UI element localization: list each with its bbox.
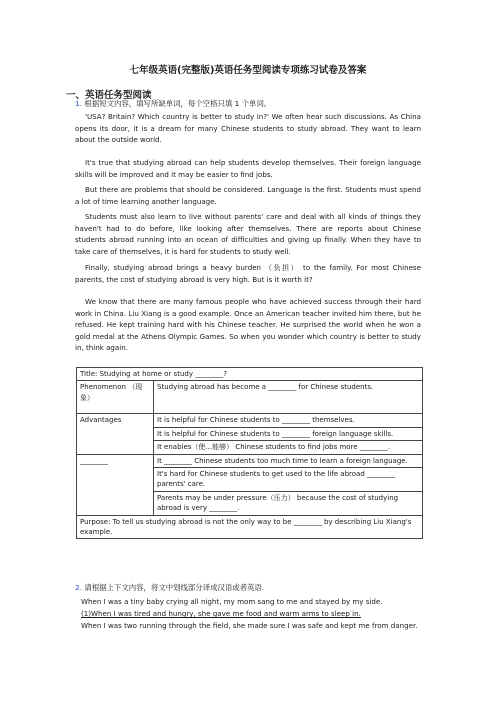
instruction-text: 请根据上下文内容，将文中划线部分译成汉语或者英语. — [84, 583, 265, 592]
advantage-item: It is helpful for Chinese students to ________ themselves. — [154, 414, 423, 427]
question-number: 2. — [75, 583, 83, 592]
advantages-label: Advantages — [77, 414, 154, 454]
phenomenon-text: Studying abroad has become a ________ for Chinese students. — [154, 381, 423, 414]
passage-paragraph: We know that there are many famous people who have achieved success through their hard work in China. Liu Xiang is a good example. Once an American teacher invited him there, but he refused. He kept training hard with his Chinese teacher. He surprised the world when he won a gold medal at the Athens Olympic Games. So when you wonder which country is better to study in, think again. — [75, 297, 421, 353]
passage-paragraph: 'USA? Britain? Which country is better to study in?' We often hear such discussions. As China opens its door, it is a dream for many Chinese students to study abroad. They want to learn about the outside world. — [75, 112, 421, 145]
disadvantages-label: ________ — [77, 454, 154, 515]
instruction-text: 根据短文内容，填写所缺单词，每个空格只填 1 个单词。 — [84, 99, 272, 108]
disadvantage-item: It ________ Chinese students too much time to learn a foreign language. — [154, 454, 423, 467]
advantage-item: It enables（使...能够） Chinese students to find jobs more ________. — [154, 441, 423, 454]
question-1-instruction — [75, 98, 425, 110]
passage-line: When I was two running through the field, she made sure I was safe and kept me from danger. — [81, 621, 418, 630]
disadvantage-item: It's hard for Chinese students to get used to the life abroad ________ parents' care. — [154, 468, 423, 492]
purpose-row: Purpose: To tell us studying abroad is not the only way to be ________ by describing Liu Xiang's example. — [77, 515, 423, 539]
question-number: 1. — [75, 99, 83, 108]
passage-paragraph: But there are problems that should be considered. Language is the first. Students must spend a lot of time learning another language. — [75, 185, 421, 206]
passage-line: When I was a tiny baby crying all night, my mom sang to me and stayed by my side. — [81, 597, 383, 606]
passage-paragraph: It's true that studying abroad can help students develop themselves. Their foreign language skills will be improved and it may be easier to find jobs. — [75, 158, 421, 179]
task-table — [76, 367, 423, 539]
passage-line-underlined: (1)When I was tired and hungry, she gave me food and warm arms to sleep in. — [81, 609, 361, 618]
passage-paragraph: Finally, studying abroad brings a heavy burden （负担） to the family. For most Chinese parents, the cost of studying abroad is very high. But is it worth it? — [75, 263, 421, 284]
advantage-item: It is helpful for Chinese students to ________ foreign language skills. — [154, 427, 423, 440]
disadvantage-item: Parents may be under pressure（压力） because the cost of studying abroad is very ________. — [154, 491, 423, 515]
passage-paragraph: Students must also learn to live without parents' care and deal with all kinds of things they haven't had to do before, like looking after themselves. There are reports about Chinese students abroad running into an ocean of difficulties and giving up finally. When they have to take care of themselves, it is hard for students to study well. — [75, 212, 421, 256]
table-title-row: Title: Studying at home or study ________? — [77, 368, 423, 381]
question-2-instruction — [75, 582, 425, 594]
phenomenon-label: Phenomenon （现象） — [77, 381, 154, 414]
document-title: 七年级英语(完整版)英语任务型阅读专项练习试卷及答案 — [129, 65, 367, 76]
section-heading: 一、英语任务型阅读 — [66, 90, 152, 101]
